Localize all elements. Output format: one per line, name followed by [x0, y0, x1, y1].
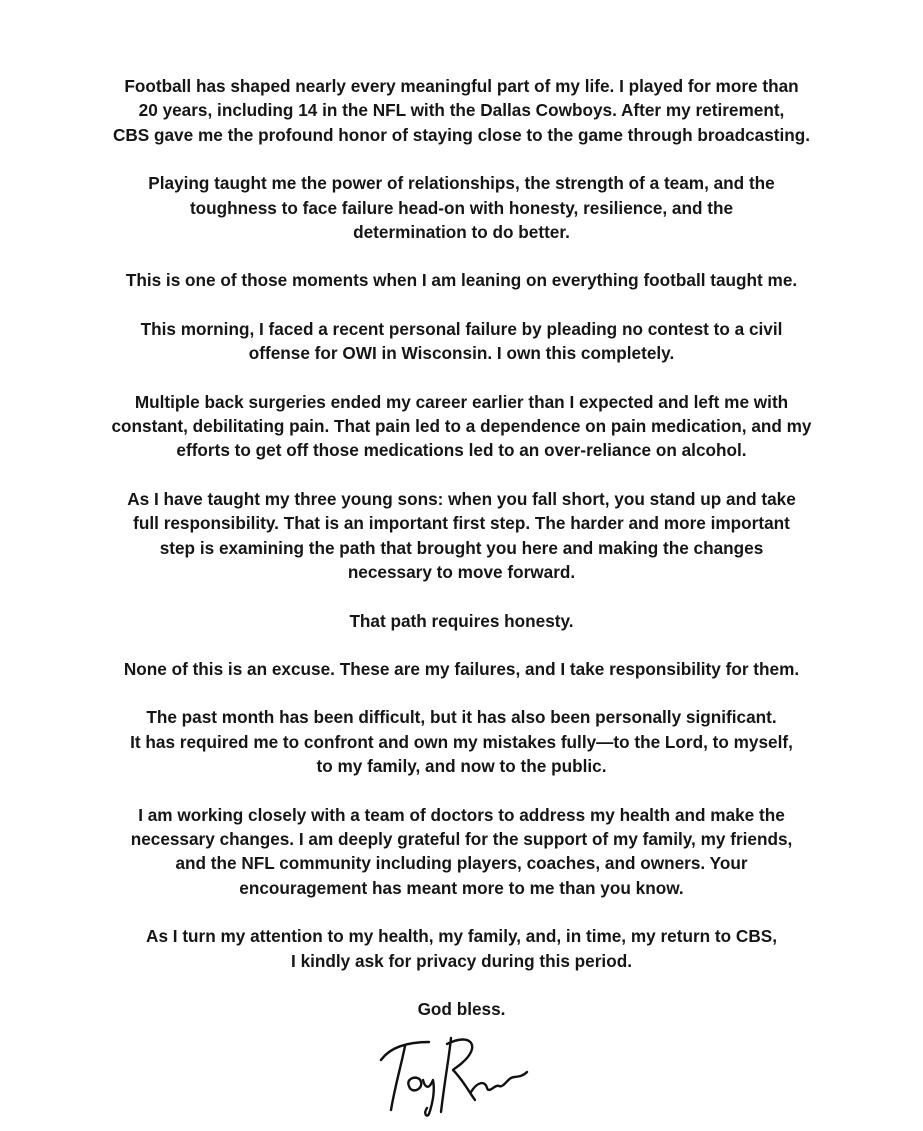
paragraph-line: toughness to face failure head-on with honesty, resilience, and the — [189, 197, 734, 218]
statement-paragraph — [60, 609, 863, 633]
paragraph-line: Playing taught me the power of relationships, the strength of a team, and the — [148, 173, 775, 194]
paragraph-line: necessary to move forward. — [347, 562, 576, 583]
closing-line: God bless. — [417, 998, 506, 1019]
paragraph-line: I kindly ask for privacy during this period. — [291, 950, 632, 971]
paragraph-line: Multiple back surgeries ended my career earlier than I expected and left me with — [134, 391, 789, 412]
paragraph-line: As I have taught my three young sons: when you fall short, you stand up and take — [127, 488, 796, 509]
paragraph-line: determination to do better. — [353, 222, 570, 243]
paragraph-line: None of this is an excuse. These are my failures, and I take responsibility for them. — [123, 658, 800, 679]
statement-paragraph — [60, 390, 863, 463]
paragraph-line: full responsibility. That is an important first step. The harder and more important — [133, 513, 790, 534]
paragraph-line: step is examining the path that brought you here and making the changes — [159, 537, 764, 558]
paragraph-line: That path requires honesty. — [349, 610, 574, 631]
paragraph-line: offense for OWI in Wisconsin. I own this completely. — [248, 343, 675, 364]
statement-paragraph — [60, 487, 863, 585]
paragraph-line: It has required me to confront and own my mistakes fully—to the Lord, to myself, — [130, 731, 793, 752]
paragraph-line: necessary changes. I am deeply grateful for the support of my family, my friends, — [130, 828, 793, 849]
paragraph-line: Football has shaped nearly every meaningful part of my life. I played for more than — [124, 76, 799, 96]
statement-paragraph — [60, 171, 863, 244]
paragraph-line: constant, debilitating pain. That pain led to a dependence on pain medication, and my — [111, 416, 812, 437]
paragraph-line: As I turn my attention to my health, my family, and, in time, my return to CBS, — [146, 926, 777, 947]
paragraph-line: This morning, I faced a recent personal failure by pleading no contest to a civil — [140, 318, 783, 339]
statement-paragraphs — [60, 74, 863, 973]
statement-body — [60, 74, 863, 1021]
statement-paragraph — [60, 74, 863, 147]
paragraph-line: I am working closely with a team of doctors to address my health and make the — [138, 804, 785, 825]
statement-paragraph — [60, 317, 863, 366]
paragraph-line: encouragement has meant more to me than you know. — [239, 877, 684, 898]
paragraph-line: and the NFL community including players, coaches, and owners. Your — [175, 853, 748, 874]
statement-paragraph — [60, 268, 863, 292]
paragraph-line: 20 years, including 14 in the NFL with the Dallas Cowboys. After my retirement, — [138, 100, 785, 121]
paragraph-line: This is one of those moments when I am leaning on everything football taught me. — [125, 270, 798, 291]
paragraph-line: The past month has been difficult, but it has also been personally significant. — [146, 707, 777, 728]
handwritten-signature — [375, 1028, 535, 1118]
paragraph-line: efforts to get off those medications led to an over-reliance on alcohol. — [176, 440, 747, 461]
statement-paragraph — [60, 803, 863, 901]
paragraph-line: to my family, and now to the public. — [316, 756, 607, 777]
statement-paragraph — [60, 657, 863, 681]
statement-paragraph — [60, 705, 863, 778]
statement-paragraph — [60, 924, 863, 973]
signature-graphic — [375, 1028, 535, 1118]
paragraph-line: CBS gave me the profound honor of staying close to the game through broadcasting. — [112, 124, 811, 145]
